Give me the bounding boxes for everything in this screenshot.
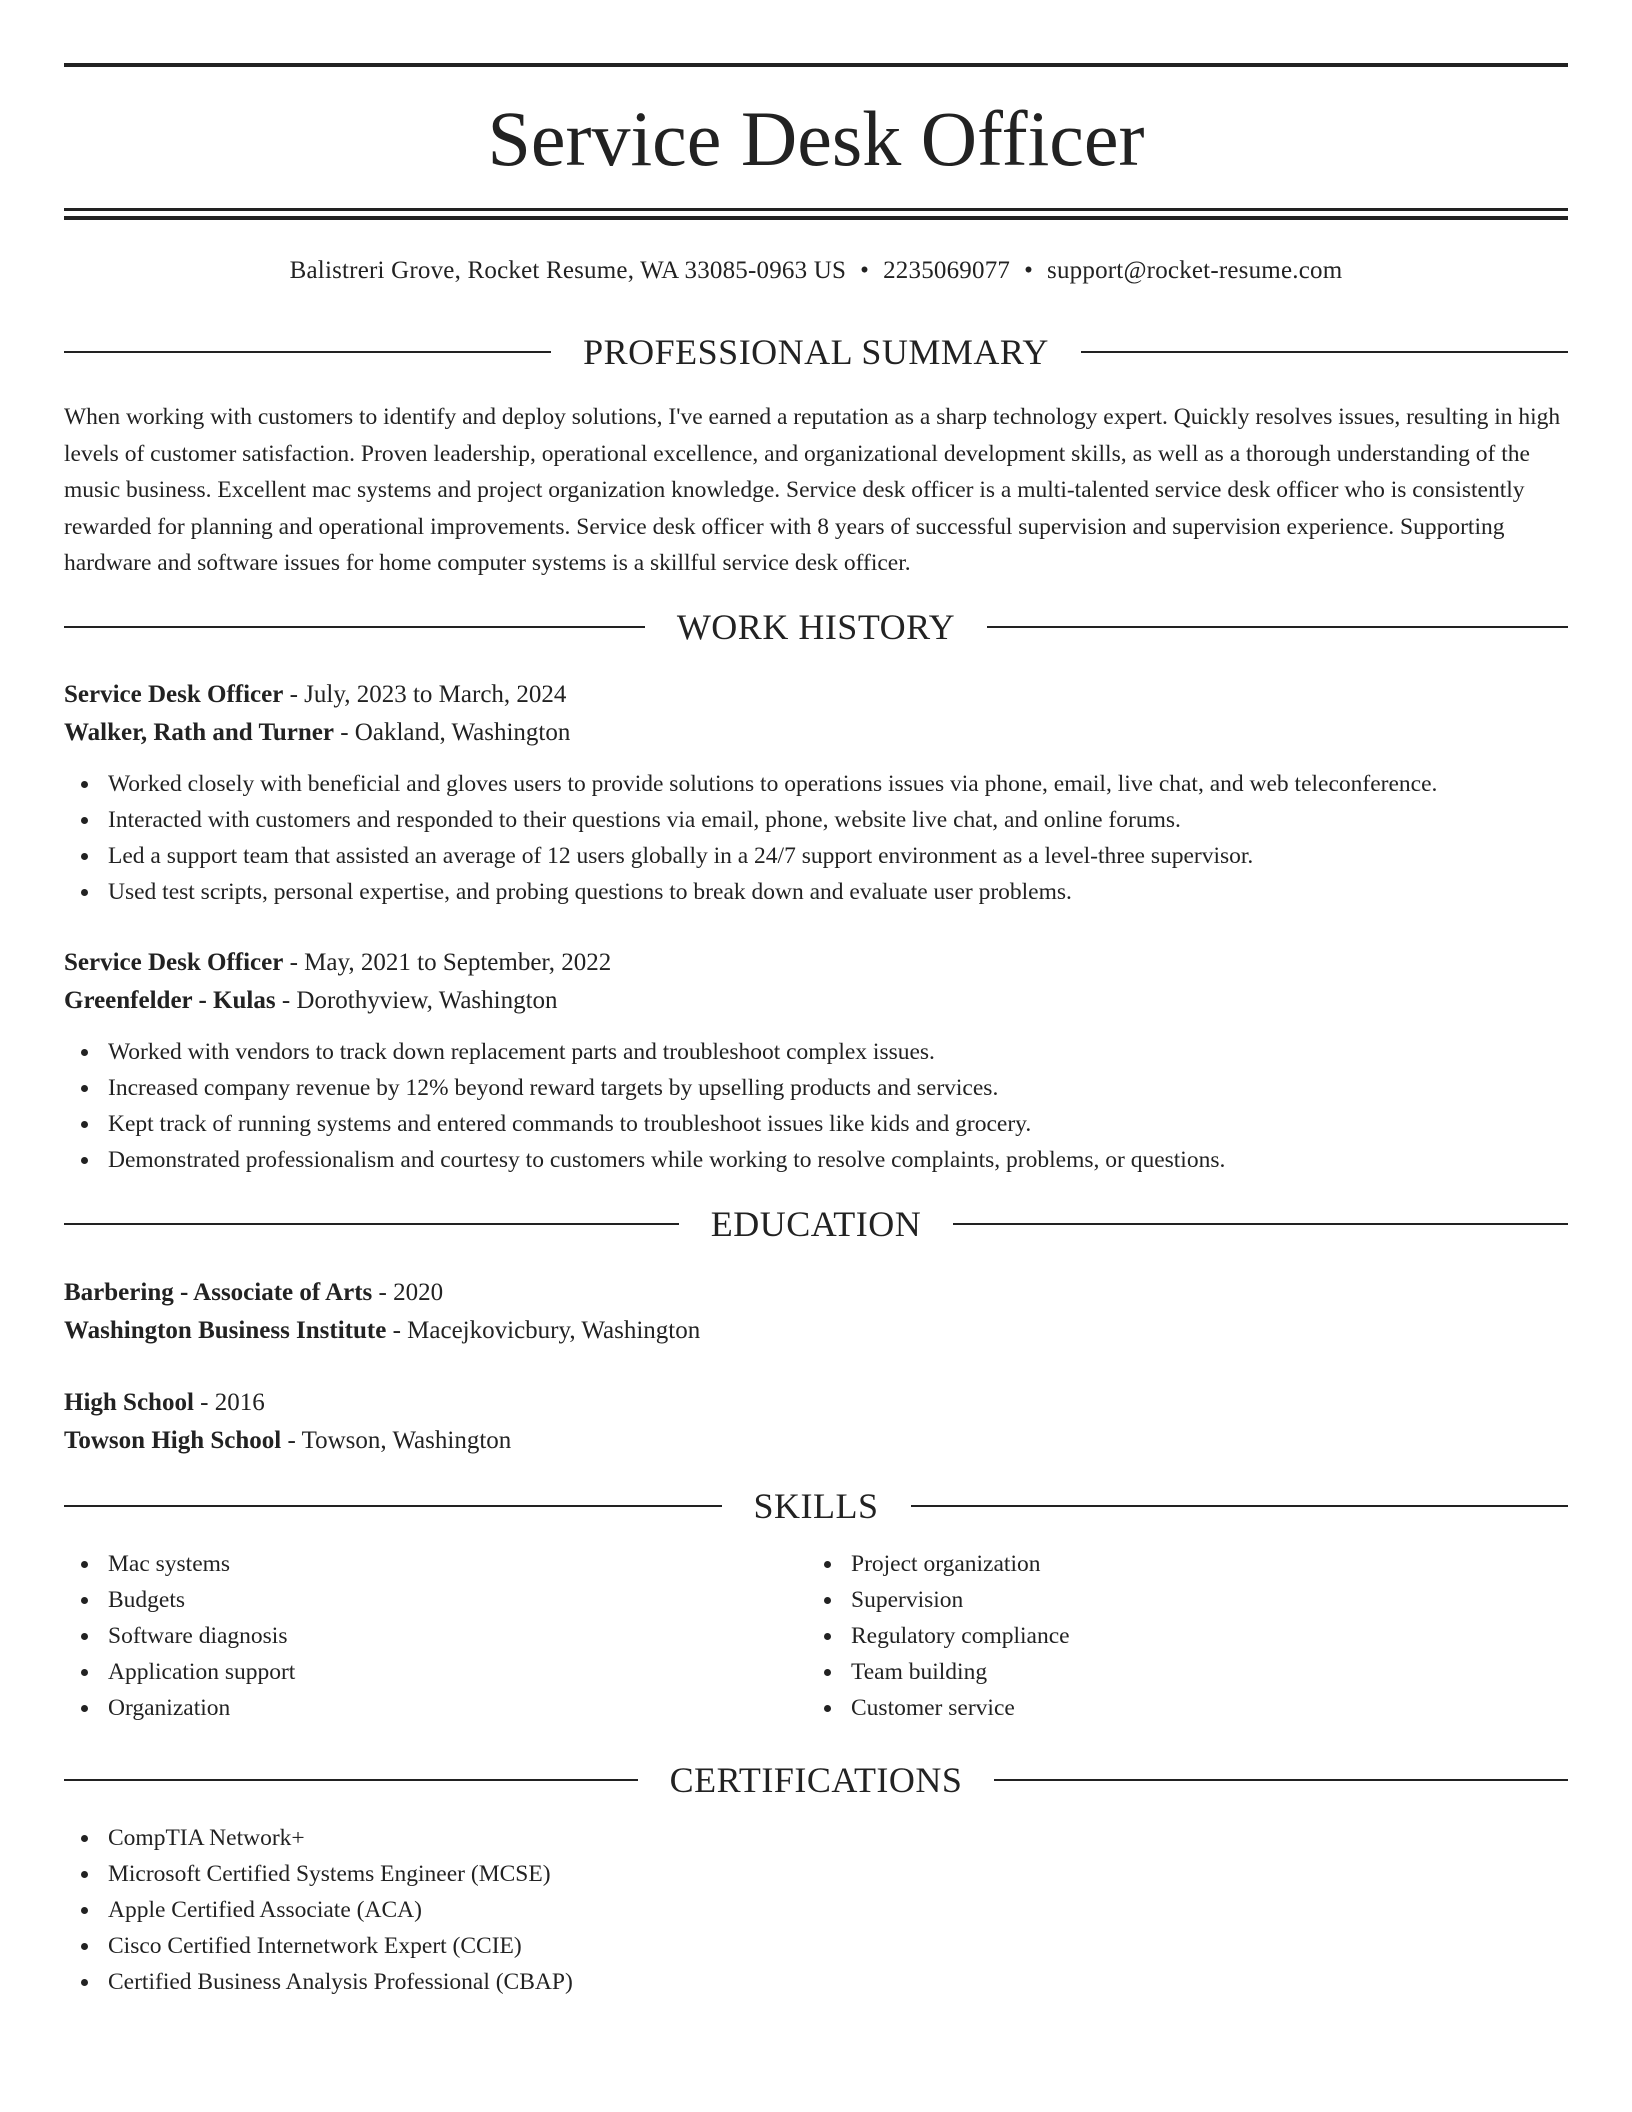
heading-rule: [953, 1223, 1568, 1225]
heading-rule: [64, 1223, 679, 1225]
job-company: Greenfelder - Kulas: [64, 987, 276, 1014]
education-school: Washington Business Institute: [64, 1317, 387, 1344]
job-title-line: [64, 944, 1568, 982]
job-title-line: [64, 676, 1568, 714]
skills-list-left: [64, 1546, 295, 1726]
heading-rule: [64, 626, 645, 628]
list-item: Demonstrated professionalism and courtesy to customers while working to resolve complaints, problems, or questions.: [64, 1142, 1225, 1178]
list-item: Led a support team that assisted an average of 12 users globally in a 24/7 support environment as a level-three supervisor.: [64, 838, 1437, 874]
education-entry: [64, 1274, 1568, 1350]
skill-item: Application support: [64, 1654, 295, 1690]
section-heading-summary: [64, 330, 1568, 374]
education-school: Towson High School: [64, 1427, 282, 1454]
certification-item: Cisco Certified Internetwork Expert (CCIE): [64, 1928, 573, 1964]
education-degree: Barbering - Associate of Arts: [64, 1279, 373, 1306]
job-dates: - May, 2021 to September, 2022: [283, 949, 612, 976]
job-header: [64, 944, 1568, 1020]
job-company-line: [64, 982, 1568, 1020]
job-company: Walker, Rath and Turner: [64, 719, 334, 746]
education-year: - 2016: [193, 1389, 265, 1416]
section-heading-certifications: [64, 1758, 1568, 1802]
skill-item: Budgets: [64, 1582, 295, 1618]
section-title: PROFESSIONAL SUMMARY: [583, 332, 1049, 372]
title-double-rule: [64, 208, 1568, 220]
skill-item: Customer service: [807, 1690, 1070, 1726]
education-degree-line: [64, 1384, 1568, 1422]
list-item: Worked with vendors to track down replacement parts and troubleshoot complex issues.: [64, 1034, 1225, 1070]
education-year: - 2020: [372, 1279, 444, 1306]
skill-item: Project organization: [807, 1546, 1070, 1582]
education-location: - Towson, Washington: [281, 1427, 512, 1454]
summary-paragraph: When working with customers to identify and deploy solutions, I've earned a reputation as a sharp technology expert. Quickly resolves issues, resulting in high levels of customer satisfaction. Proven leadership, operational excellence, and organizational development skills, as well as a thorough understanding of the music business. Excellent mac systems and project organization knowledge. Service desk officer is a multi-talented service desk officer who is consistently rewarded for planning and operational improvements. Service desk officer with 8 years of successful supervision and supervision experience. Supporting hardware and software issues for home computer systems is a skillful service desk officer.: [64, 404, 1561, 576]
top-rule: [64, 63, 1568, 67]
skills-list-right: [807, 1546, 1070, 1726]
heading-rule: [994, 1779, 1568, 1781]
list-item: Interacted with customers and responded to their questions via email, phone, website live chat, and online forums.: [64, 802, 1437, 838]
section-heading-work-history: [64, 605, 1568, 649]
skill-item: Team building: [807, 1654, 1070, 1690]
section-title: WORK HISTORY: [676, 607, 956, 647]
heading-rule: [1081, 351, 1568, 353]
education-entry: [64, 1384, 1568, 1460]
contact-separator: •: [1024, 257, 1034, 284]
list-item: Kept track of running systems and entered commands to troubleshoot issues like kids and grocery.: [64, 1106, 1225, 1142]
job-location: - Dorothyview, Washington: [275, 987, 558, 1014]
certification-item: CompTIA Network+: [64, 1820, 573, 1856]
section-title: SKILLS: [753, 1486, 879, 1526]
heading-rule: [911, 1505, 1569, 1507]
skill-item: Regulatory compliance: [807, 1618, 1070, 1654]
section-title: CERTIFICATIONS: [669, 1760, 963, 1800]
heading-rule: [64, 351, 551, 353]
job-dates: - July, 2023 to March, 2024: [283, 681, 567, 708]
contact-line: [64, 254, 1568, 288]
contact-address: Balistreri Grove, Rocket Resume, WA 33085-0963 US: [289, 257, 847, 284]
list-item: Used test scripts, personal expertise, and probing questions to break down and evaluate user problems.: [64, 874, 1437, 910]
certification-item: Apple Certified Associate (ACA): [64, 1892, 573, 1928]
list-item: Increased company revenue by 12% beyond reward targets by upselling products and services.: [64, 1070, 1225, 1106]
job-location: - Oakland, Washington: [333, 719, 571, 746]
section-heading-education: [64, 1202, 1568, 1246]
skill-item: Mac systems: [64, 1546, 295, 1582]
heading-rule: [987, 626, 1568, 628]
skill-item: Organization: [64, 1690, 295, 1726]
skill-item: Supervision: [807, 1582, 1070, 1618]
heading-rule: [64, 1505, 722, 1507]
section-heading-skills: [64, 1484, 1568, 1528]
heading-rule: [64, 1779, 638, 1781]
job-bullets: [64, 1034, 1225, 1178]
certification-item: Microsoft Certified Systems Engineer (MCSE): [64, 1856, 573, 1892]
list-item: Worked closely with beneficial and gloves users to provide solutions to operations issues via phone, email, live chat, and web teleconference.: [64, 766, 1437, 802]
contact-phone: 2235069077: [883, 257, 1011, 284]
certification-item: Certified Business Analysis Professional (CBAP): [64, 1964, 573, 2000]
job-company-line: [64, 714, 1568, 752]
education-degree-line: [64, 1274, 1568, 1312]
section-title: EDUCATION: [710, 1204, 922, 1244]
contact-email: support@rocket-resume.com: [1047, 257, 1343, 284]
education-school-line: [64, 1312, 1568, 1350]
job-title: Service Desk Officer: [64, 681, 284, 708]
certifications-list: [64, 1820, 573, 2000]
resume-title: Service Desk Officer: [487, 95, 1145, 182]
job-bullets: [64, 766, 1437, 910]
education-school-line: [64, 1422, 1568, 1460]
skill-item: Software diagnosis: [64, 1618, 295, 1654]
contact-separator: •: [860, 257, 870, 284]
education-degree: High School: [64, 1389, 194, 1416]
job-header: [64, 676, 1568, 752]
job-title: Service Desk Officer: [64, 949, 284, 976]
education-location: - Macejkovicbury, Washington: [386, 1317, 701, 1344]
